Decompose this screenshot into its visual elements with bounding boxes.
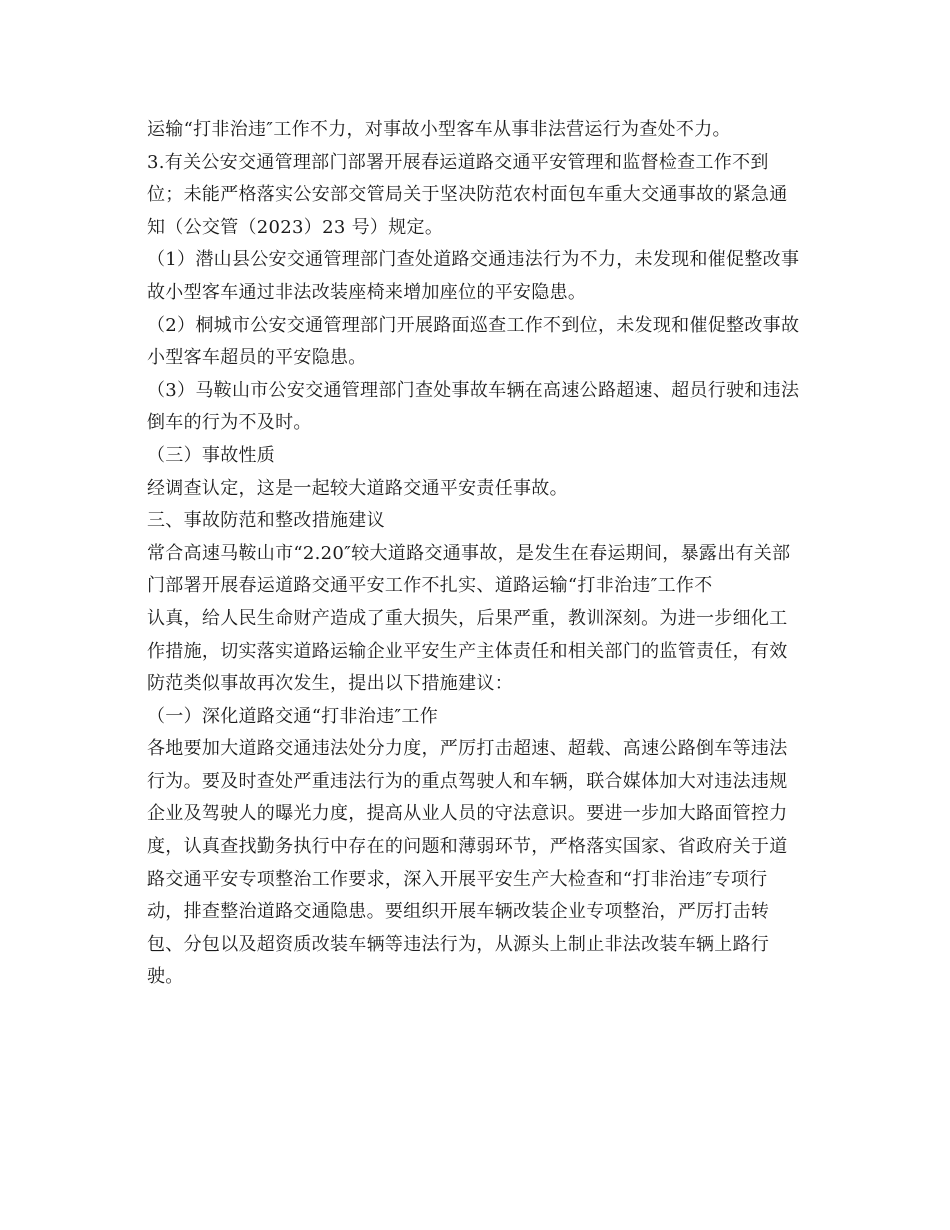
text-line-4: 知（公交管（2023）23 号）规定。 [147,216,444,238]
text-line-18: 防范类似事故再次发生，提出以下措施建议： [147,673,513,695]
text-line-20: 各地要加大道路交通违法处分力度，严厉打击超速、超载、高速公路倒车等违法 [147,738,788,760]
text-line-2: 3.有关公安交通管理部门部署开展春运道路交通平安管理和监督检查工作不到 [147,151,769,173]
text-line-23: 度，认真查找勤务执行中存在的问题和薄弱环节，严格落实国家、省政府关于道 [147,836,788,858]
text-line-8: 小型客车超员的平安隐患。 [147,347,367,369]
text-line-27: 驶。 [147,966,184,988]
text-line-15: 门部署开展春运道路交通平安工作不扎实、道路运输“打非治违″工作不 [147,575,713,597]
subsection-heading-1: （一）深化道路交通“打非治违″工作 [147,705,439,727]
section-heading-nature: （三）事故性质 [147,444,276,466]
text-line-17: 作措施，切实落实道路运输企业平安生产主体责任和相关部门的监管责任，有效 [147,640,788,662]
text-line-9: （3）马鞍山市公安交通管理部门查处事故车辆在高速公路超速、超员行驶和违法 [147,379,800,401]
text-line-25: 动，排查整治道路交通隐患。要组织开展车辆改装企业专项整治，严厉打击转 [147,901,770,923]
text-line-24: 路交通平安专项整治工作要求，深入开展平安生产大检查和“打非治违″专项行 [147,868,768,890]
text-line-10: 倒车的行为不及时。 [147,412,312,434]
text-line-22: 企业及驾驶人的曝光力度，提高从业人员的守法意识。要进一步加大路面管控力 [147,803,788,825]
text-line-3: 位；未能严格落实公安部交管局关于坚决防范农村面包车重大交通事故的紧急通 [147,184,788,206]
text-line-14: 常合高速马鞍山市“2.20″较大道路交通事故，是发生在春运期间，暴露出有关部 [147,542,791,564]
text-line-26: 包、分包以及超资质改装车辆等违法行为，从源头上制止非法改装车辆上路行 [147,933,770,955]
body-text [147,114,817,994]
text-line-12: 经调查认定，这是一起较大道路交通平安责任事故。 [147,477,568,499]
section-heading-measures: 三、事故防范和整改措施建议 [147,510,385,532]
text-line-1: 运输“打非治违″工作不力，对事故小型客车从事非法营运行为查处不力。 [147,119,731,140]
text-line-6: 故小型客车通过非法改装座椅来增加座位的平安隐患。 [147,281,587,303]
text-line-5: （1）潜山县公安交通管理部门查处道路交通违法行为不力，未发现和催促整改事 [147,249,800,271]
text-line-16: 认真，给人民生命财产造成了重大损失，后果严重，教训深刻。为进一步细化工 [147,607,788,629]
text-line-21: 行为。要及时查处严重违法行为的重点驾驶人和车辆，联合媒体加大对违法违规 [147,770,788,792]
text-line-7: （2）桐城市公安交通管理部门开展路面巡查工作不到位，未发现和催促整改事故 [147,314,800,336]
